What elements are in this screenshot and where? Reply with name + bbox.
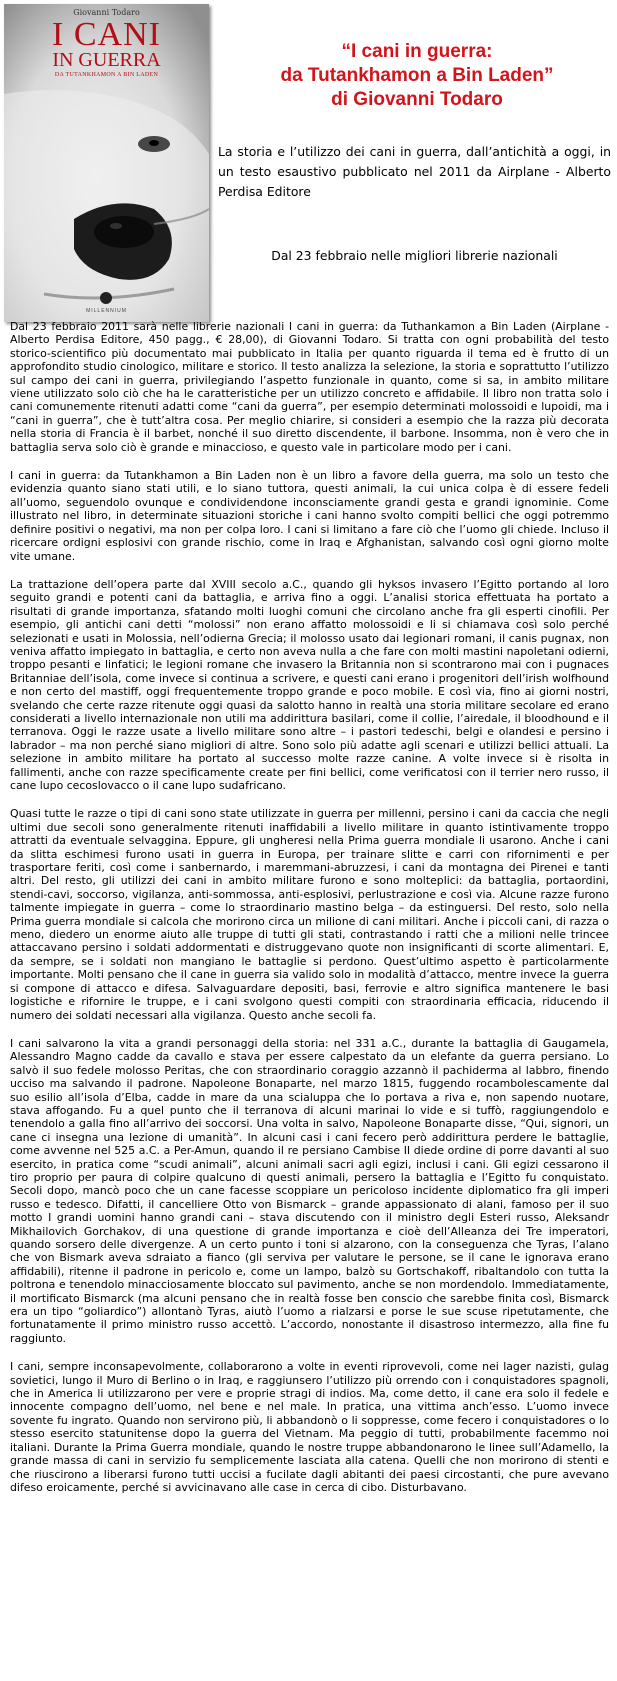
cover-author: Giovanni Todaro — [73, 8, 140, 17]
article-paragraph: I cani, sempre inconsapevolmente, collaborarono a volte in eventi riprovevoli, come nei lager nazisti, gulag sovietici, lungo il Muro di Berlino o in Iraq, e raggiunsero l’utilizzo più orrendo con i conquistadores spagnoli, che in America li utilizzarono per vere e proprie stragi di indios. Ma, come detto, il cane era solo il fedele e innocente compagno dell’uomo, nel bene e nel male. In pratica, una vittima anch’esso. L’uomo invece sovente fu ingrato. Quando non servirono più, li abbandonò o li soppresse, come fecero i conquistadores o lo stesso esercito statunitense dopo la guerra del Vietnam. Ma peggio di tutti, probabilmente facemmo noi italiani. Durante la Prima Guerra mondiale, quando le nostre truppe abbandonarono le linee sull’Adamello, la grande massa di cani in servizio fu semplicemente lasciata alla catena. Quelli che non morirono di stenti e che riuscirono a liberarsi furono tutti uccisi a fucilate dagli abitanti dei paesi circostanti, che pure avevano difeso eroicamente, perché si avvicinavano alle case in cerca di cibo. Disturbavano. — [10, 1360, 609, 1494]
article-paragraph: I cani salvarono la vita a grandi personaggi della storia: nel 331 a.C., durante la battaglia di Gaugamela, Alessandro Magno cadde da cavallo e stava per essere calpestato da un elefante da guerra persiano. Lo salvò il suo fedele molosso Peritas, che con straordinario coraggio azzannò il pachiderma al labbro, finendo ucciso ma salvando il padrone. Napoleone Bonaparte, nel marzo 1815, fuggendo rocambolescamente dal suo esilio all’isola d’Elba, cadde in mare da una scialuppa che lo portava a riva e, non sapendo nuotare, stava affogando. Fu a quel punto che il terranova di alcuni marinai lo vide e si tuffò, raggiungendolo e tenendolo a galla fino all’arrivo dei soccorsi. Una volta in salvo, Napoleone Bonaparte disse, “Qui, signori, un cane ci insegna una lezione di umanità”. In alcuni casi i cani fecero però addirittura perdere le battaglie, come avvenne nel 525 a.C. a Per-Amun, quando il re persiano Cambise II diede ordine di porre davanti al suo esercito, in pratica come “scudi animali”, alcuni animali sacri agli egizi, inclusi i cani. Gli egizi cessarono il tiro proprio per paura di colpire qualcuno di questi animali, persero la battaglia e l’Egitto fu conquistato. Secoli dopo, mancò poco che un cane facesse scoppiare un pericoloso incidente diplomatico fra gli imperi russo e tedesco. Difatti, il cancelliere Otto von Bismarck – grande appassionato di alani, famoso per il suo motto I grandi uomini hanno grandi cani – stava discutendo con il ministro degli Esteri russo, Aleksandr Mikhailovich Gorchakov, di una questione di grande importanza e cioè dell’Alleanza dei Tre imperatori, quando sorsero delle divergenze. A un certo punto i toni si alzarono, con la conseguenza che Tyras, l’alano che von Bismark aveva sdraiato a fianco (gli serviva per valutare le persone, se il cane le ignorava erano affidabili), ritenne il padrone in pericolo e, come un lampo, balzò su Gortschakoff, ribaltandolo con tutta la poltrona e tenendolo minacciosamente bloccato sul pavimento, anche se non mordendolo. Immediatamente, il mortificato Bismarck (ma alcuni pensano che in realtà fosse ben conscio che sarebbe finita così, Bismarck era un tipo “goliardico”) allontanò Tyras, aiutò l’uomo a rialzarsi e porse le sue scuse ripetutamente, che fortunatamente il primo ministro russo accettò. L’accordo, nonostante il disastroso intermezzo, alla fine fu raggiunto. — [10, 1036, 609, 1345]
cover-subtitle: DA TUTANKHAMON A BIN LADEN — [54, 72, 159, 78]
cover-title-line2: IN GUERRA — [52, 49, 161, 71]
article-paragraph: I cani in guerra: da Tutankhamon a Bin Laden non è un libro a favore della guerra, ma solo un testo che evidenzia quanto siano stati utili, e lo siano tuttora, questi animali, la cui unica colpa è di essere fedeli all’uomo, seguendolo ovunque e condividendone inconsciamente grandi gesta e grandi ignominie. Come illustrato nel libro, in determinate situazioni storiche i cani hanno svolto compiti bellici che oggi potremmo definire positivi o negativi, ma non per colpa loro. I cani si limitano a fare ciò che l’uomo gli chiede. Incluso il ricercare ordigni esplosivi con grande rischio, come in Iraq e Afghanistan, salvando così ogni giorno molte vite umane. — [10, 469, 609, 563]
book-cover-image — [4, 4, 209, 322]
article-body — [10, 320, 609, 1509]
release-date-text: Dal 23 febbraio nelle migliori librerie nazionali — [271, 248, 558, 263]
article-paragraph: Dal 23 febbraio 2011 sarà nelle librerie nazionali I cani in guerra: da Tuthankamon a Bin Laden (Airplane - Alberto Perdisa Editore, 450 pagg., € 28,00), di Giovanni Todaro. Si tratta con ogni probabilità del testo storico-scientifico più documentato mai pubblicato in Italia per quanto riguarda il tema ed è frutto di un approfondito studio cinologico, militare e storico. Il testo analizza la selezione, la storia e soprattutto l’utilizzo sul campo dei cani in guerra, privilegiando l’aspetto funzionale in quanto, come si sa, in ambito militare viene utilizzato solo ciò che ha le caratteristiche per un utilizzo concreto e affidabile. Il libro non tratta solo i cani comunemente ritenuti adatti come “cani da guerra”, per esempio determinati molossoidi e lupoidi, ma i “cani in guerra”, che è tutt’altra cosa. Per meglio chiarire, si consideri a esempio che la razza più decorata nella storia di Francia è il barbet, nonché il suo diretto discendente, il barbone. Insomma, non è vero che in battaglia serva solo ciò è grande e minaccioso, e questo vale in particolare modo per i cani. — [10, 320, 609, 454]
headline — [222, 40, 612, 112]
article-paragraph: La trattazione dell’opera parte dal XVIII secolo a.C., quando gli hyksos invasero l’Egitto portando al loro seguito grandi e potenti cani da battaglia, e arriva fino a oggi. L’analisi storica effettuata ha portato a risultati di grande importanza, sfatando molti luoghi comuni che circolano anche fra gli esperti cinofili. Per esempio, gli antichi cani detti “molossi” non erano affatto molossoidi e li si chiamava così solo perché selezionati e usati in Molossia, nell’odierna Grecia; il molosso usato dai legionari romani, il canis pugnax, non veniva affatto impiegato in battaglia, e certo non aveva nulla a che fare con molti mastini napoletani odierni, troppo pesanti e linfatici; le legioni romane che invasero la Britannia non si scontrarono mai con i pugnaces Britanniae dell’isola, come invece si continua a scrivere, e questi cani erano i progenitori dell’irish wolfhound e non certo del mastiff, oggi frequentemente troppo grande e poco mobile. E così via, fino ai giorni nostri, svelando che certe razze ritenute oggi quasi da salotto hanno in realtà una storia militare secolare ed erano considerati a livello internazionale non utili ma addirittura basilari, come il collie, l’airedale, il bloodhound e il terranova. Oggi le razze usate a livello militare sono altre – i pastori tedeschi, belgi e olandesi e persino i labrador – ma non perché siano migliori di altre. Sono solo più adatte agli scenari e utilizzi bellici attuali. La selezione in ambito militare ha portato al successo molte razze canine. A volte invece si è risolta in fallimenti, anche con razze specificamente create per fini bellici, come verificatosi con il terrier nero russo, il cane lupo cecoslovacco o il cane lupo sudafricano. — [10, 577, 609, 792]
headline-line3: di Giovanni Todaro — [331, 89, 503, 110]
headline-line1: “I cani in guerra: — [341, 41, 493, 62]
article-paragraph: Quasi tutte le razze o tipi di cani sono state utilizzate in guerra per millenni, persino i cani da caccia che negli ultimi due secoli sono generalmente ritenuti inaffidabili a livello militare in quanto istintivamente troppo attratti da eventuale selvaggina. Eppure, gli ungheresi nella Prima guerra mondiale li usarono. Anche i cani da slitta eschimesi furono usati in guerra in Europa, per trainare slitte e carri con rifornimenti e per trasportare feriti, così come i sanbernardo, i maremmani-abruzzesi, i cani da montagna dei Pirenei e tanti altri. Del resto, gli utilizzi dei cani in ambito militare furono e sono molteplici: da battaglia, portaordini, stendi-cavi, soccorso, vigilanza, anti-sommossa, anti-esplosivi, perlustrazione e così via. Alcune razze furono talmente impiegate in guerra – come lo straordinario mastino belga – da estinguersi. Del resto, solo nella Prima guerra mondiale si calcola che morirono circa un milione di cani militari. Anche i piccoli cani, di razza o meno, diedero un enorme aiuto alle truppe di tutti gli stati, contrastando i ratti che a milioni nelle trincee attaccavano persino i soldati addormentati e distruggevano quote non insignificanti di scorte alimentari. E, da sempre, se i soldati non mangiano le battaglie si perdono. Quest’ultimo aspetto è particolarmente importante. Molti pensano che il cane in guerra sia valido solo in modalità d’attacco, mentre invece la guerra si compone di attacco e difesa. Salvaguardare depositi, basi, ferrovie e altro significa mantenere le basi logistiche e rifornire le truppe, e i cani svolgono questi compiti con straordinaria efficacia, riducendo il numero dei soldati necessari alla vigilanza. Questo anche secoli fa. — [10, 807, 609, 1022]
headline-line2: da Tutankhamon a Bin Laden” — [280, 65, 554, 86]
intro-text: La storia e l’utilizzo dei cani in guerra, dall’antichità a oggi, in un testo esaustivo pubblicato nel 2011 da Airplane - Alberto Perdisa Editore — [218, 144, 611, 199]
cover-publisher: MILLENNIUM — [86, 308, 127, 314]
cover-title-line1: I CANI — [52, 16, 161, 53]
publisher-logo-icon — [100, 292, 112, 304]
